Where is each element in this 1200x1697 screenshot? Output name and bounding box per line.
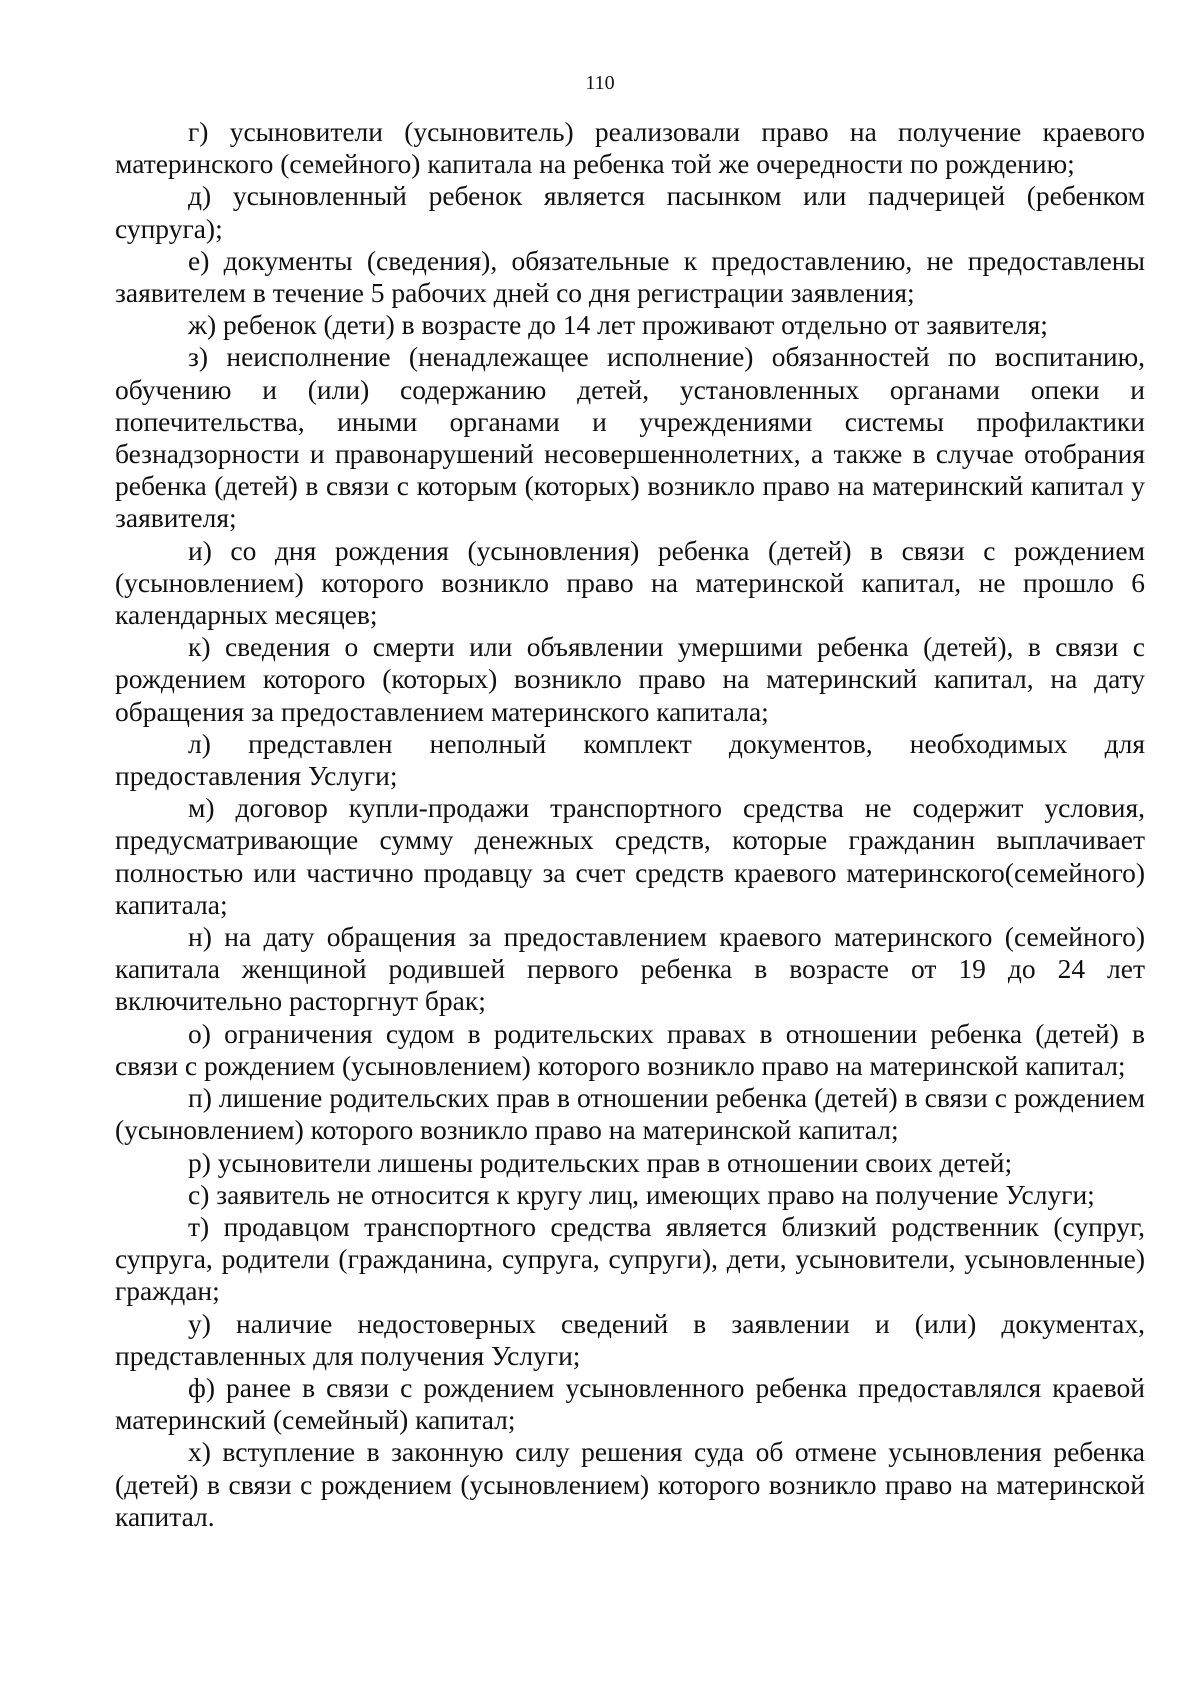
list-item-l: л) представлен неполный комплект документов, необходимых для предоставления Услуги; <box>115 727 1145 792</box>
list-item-zh: ж) ребенок (дети) в возрасте до 14 лет проживают отдельно от заявителя; <box>188 309 1048 341</box>
list-item-kh: х) вступление в законную силу решения суда об отмене усыновления ребенка (детей) в связи с рождением (усыновлением) которого возникло право на материнской капитал. <box>115 1436 1145 1532</box>
list-item-f: ф) ранее в связи с рождением усыновленного ребенка предоставлялся краевой материнский (семейный) капитал; <box>115 1371 1145 1436</box>
list-item-k: к) сведения о смерти или объявлении умершими ребенка (детей), в связи с рождением которого (которых) возникло право на материнский капитал, на дату обращения за предоставлением материнского капитала; <box>115 631 1145 727</box>
list-item-e: е) документы (сведения), обязательные к предоставлению, не предоставлены заявителем в течение 5 рабочих дней со дня регистрации заявления; <box>115 244 1145 309</box>
document-body <box>115 116 1145 1533</box>
list-item-s: с) заявитель не относится к кругу лиц, имеющих право на получение Услуги; <box>188 1178 1095 1210</box>
list-item-p: п) лишение родительских прав в отношении ребенка (детей) в связи с рождением (усыновлением) которого возникло право на материнской капитал; <box>115 1082 1145 1146</box>
list-item-o: о) ограничения судом в родительских правах в отношении ребенка (детей) в связи с рождением (усыновлением) которого возникло право на материнской капитал; <box>115 1017 1145 1081</box>
list-item-g: г) усыновители (усыновитель) реализовали право на получение краевого материнского (семейного) капитала на ребенка той же очередности по рождению; <box>115 116 1145 180</box>
list-item-d: д) усыновленный ребенок является пасынком или падчерицей (ребенком супруга); <box>115 180 1145 244</box>
list-item-n: н) на дату обращения за предоставлением краевого материнского (семейного) капитала женщиной родившей первого ребенка в возрасте от 19 до 24 лет включительно расторгнут брак; <box>115 921 1145 1017</box>
list-item-r: р) усыновители лишены родительских прав в отношении своих детей; <box>188 1146 1013 1178</box>
page-number: 110 <box>585 72 615 94</box>
list-item-t: т) продавцом транспортного средства является близкий родственник (супруг, супруга, родители (гражданина, супруга, супруги), дети, усыновители, усыновленные) граждан; <box>115 1210 1145 1307</box>
list-item-i: и) со дня рождения (усыновления) ребенка (детей) в связи с рождением (усыновлением) которого возникло право на материнской капитал, не прошло 6 календарных месяцев; <box>115 534 1145 631</box>
list-item-m: м) договор купли-продажи транспортного средства не содержит условия, предусматривающие сумму денежных средств, которые гражданин выплачивает полностью или частично продавцу за счет средств краевого материнского(семейного) капитала; <box>115 792 1145 920</box>
list-item-z: з) неисполнение (ненадлежащее исполнение) обязанностей по воспитанию, обучению и (или) содержанию детей, установленных органами опеки и попечительства, иными органами и учреждениями системы профилактики безнадзорности и правонарушений несовершеннолетних, а также в случае отобрания ребенка (детей) в связи с которым (которых) возникло право на материнский капитал у заявителя; <box>115 341 1145 534</box>
list-item-u: у) наличие недостоверных сведений в заявлении и (или) документах, представленных для получения Услуги; <box>115 1307 1145 1371</box>
